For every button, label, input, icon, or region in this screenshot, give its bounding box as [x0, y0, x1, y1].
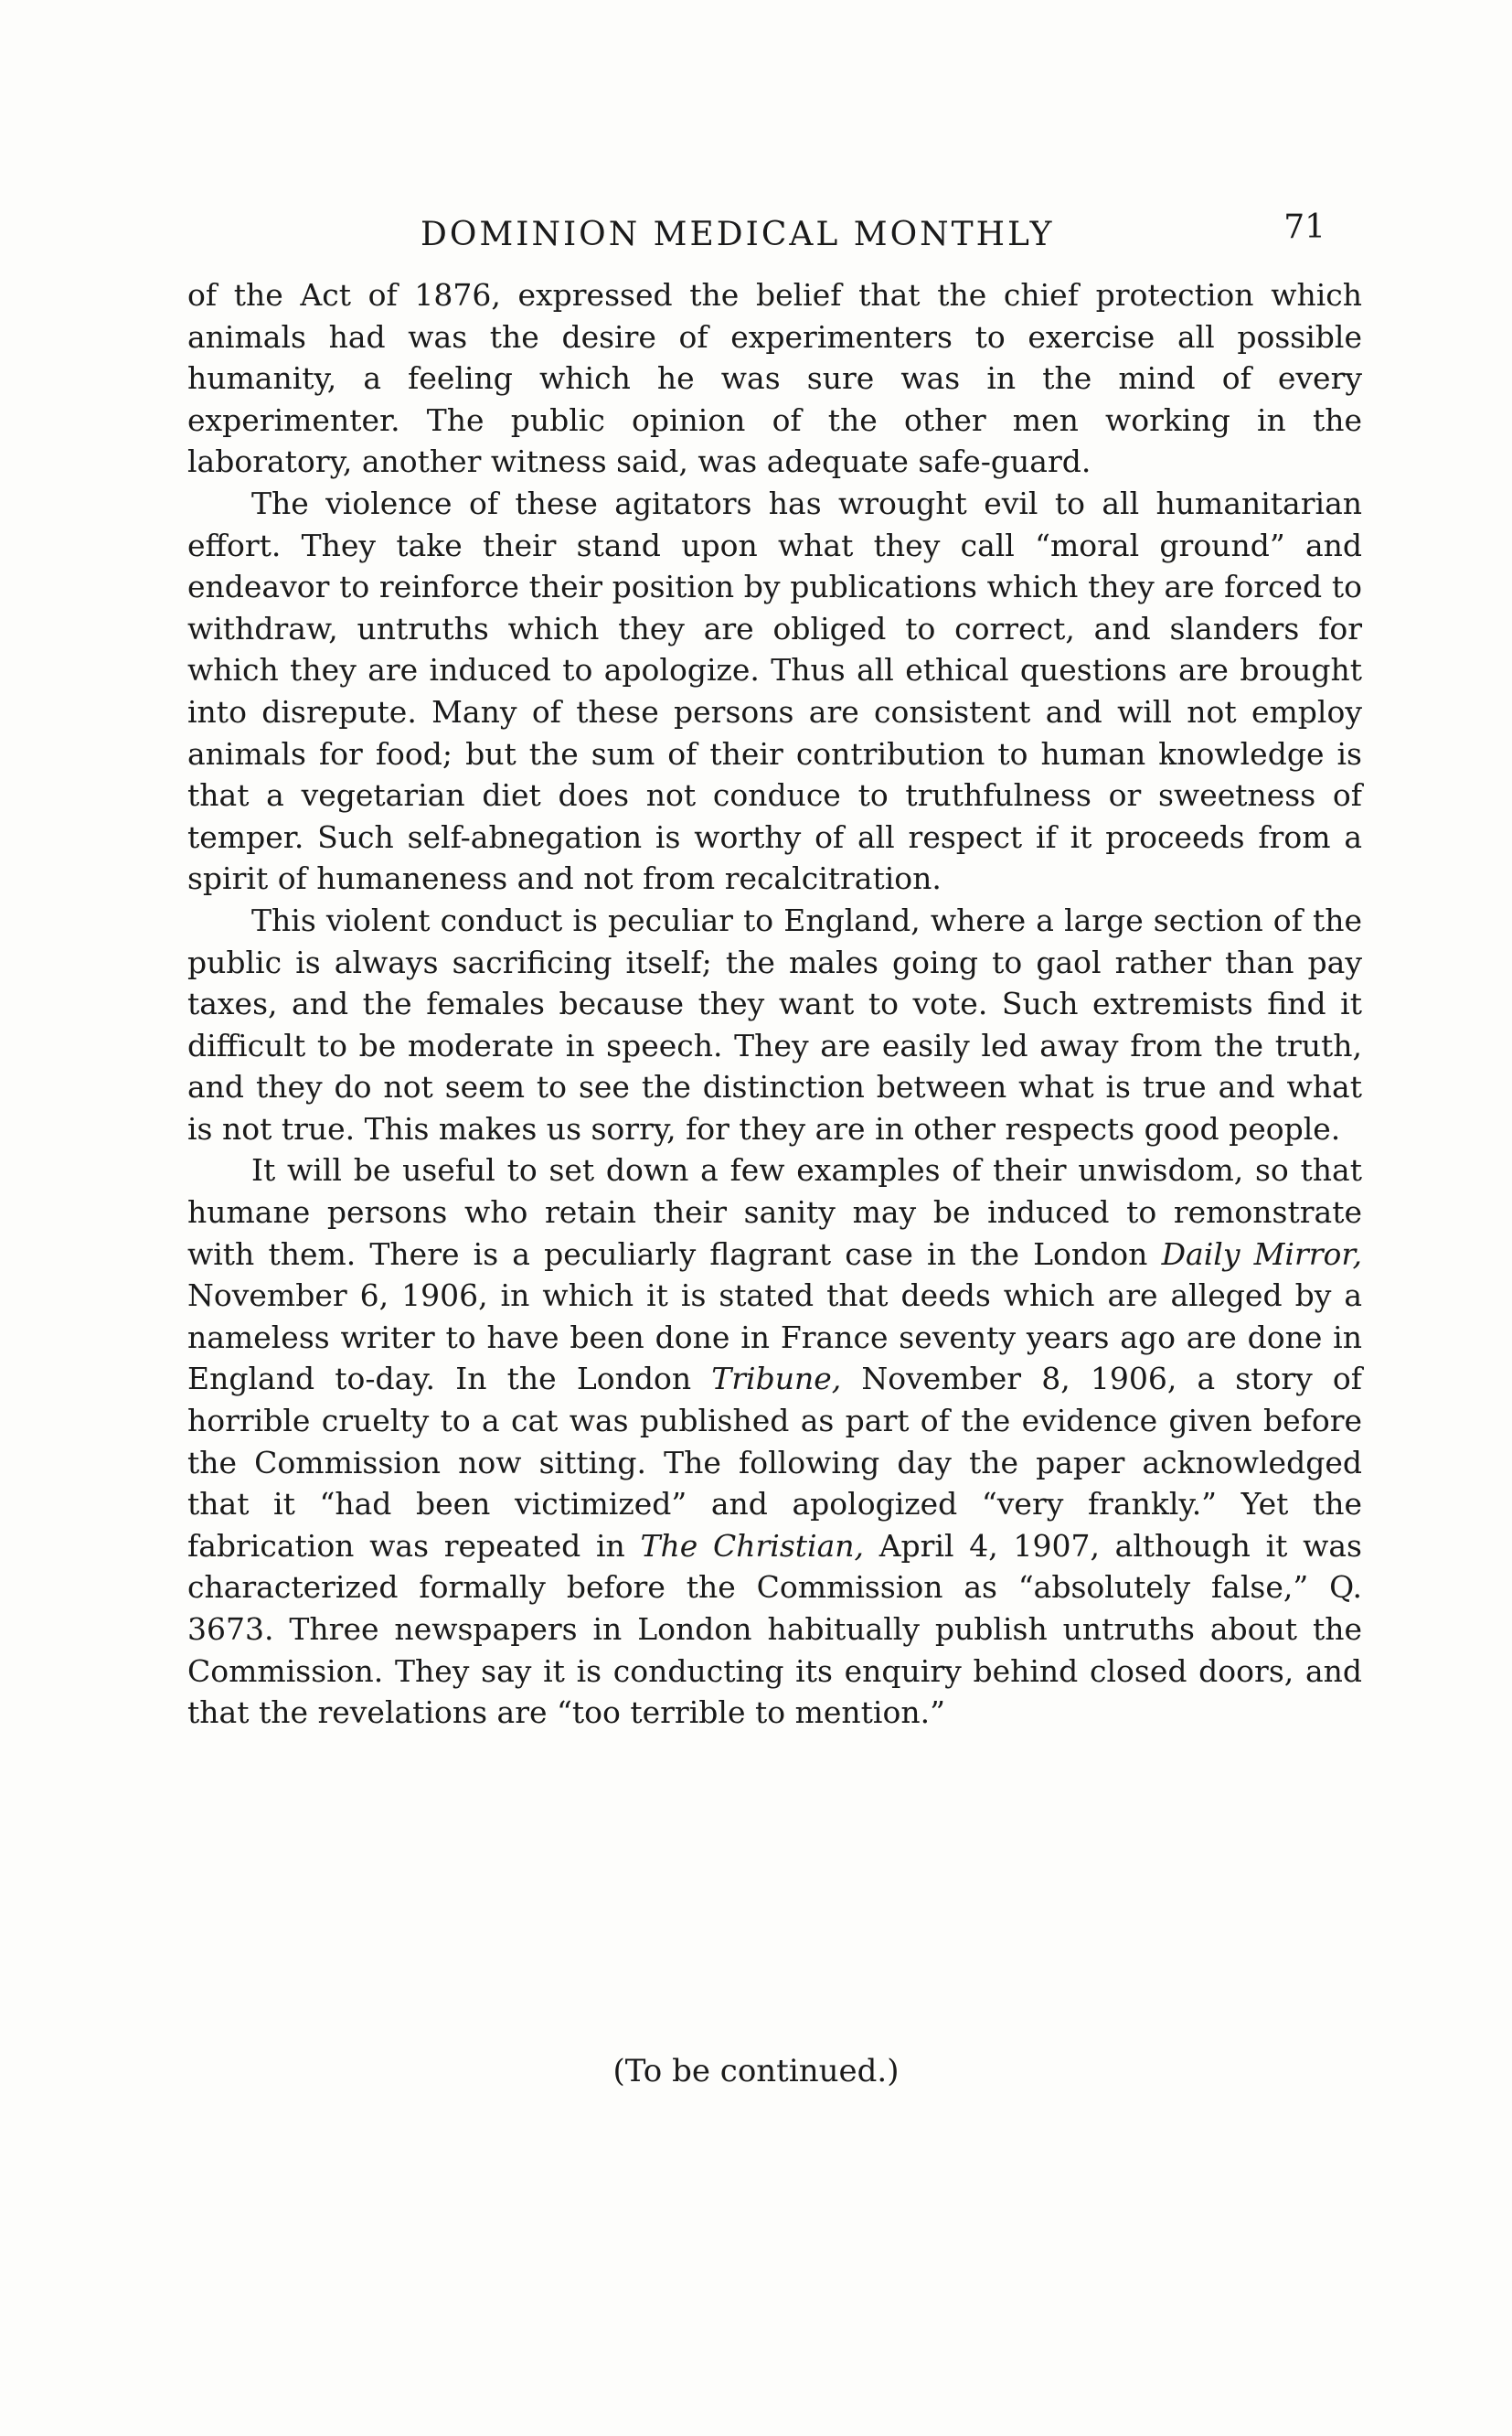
italic-citation: Daily Mirror,: [1161, 1235, 1362, 1272]
running-head: DOMINION MEDICAL MONTHLY: [421, 216, 1055, 253]
text-run: of the Act of 1876, expressed the belief that the chief protection which animals had was the desire of experimenters to exercise all possible humanity, a feeling which he was sure was in the mind of every experimenter. The public opinion of the other men working in the laboratory, another witness said, was adequate safe-guard.: [187, 277, 1362, 480]
paragraph: [187, 483, 1362, 900]
paragraph: [187, 1149, 1362, 1733]
text-run: This violent conduct is peculiar to England, where a large section of the public is always sacrificing itself; the males going to gaol rather than pay taxes, and the females because they want to vote. Such extremists find it difficult to be moderate in speech. They are easily led away from the truth, and they do not seem to see the distinction between what is true and what is not true. This makes us sorry, for they are in other respects good people.: [187, 902, 1362, 1147]
text-run: April 4, 1907, although it was characterized formally before the Commission as “absolutely false,” Q. 3673. Three newspapers in London habitually publish untruths about the Commission. They say it is conducting its enquiry behind closed doors, and that the revelations are “too terrible to mention.”: [187, 1527, 1362, 1731]
paragraph: [187, 900, 1362, 1150]
text-run: The violence of these agitators has wrought evil to all humanitarian effort. They take their stand upon what they call “moral ground” and endeavor to reinforce their position by publications which they are forced to withdraw, untruths which they are obliged to correct, and slanders for which they are induced to apologize. Thus all ethical questions are brought into disrepute. Many of these persons are consistent and will not employ animals for food; but the sum of their contribution to human knowledge is that a vegetarian diet does not conduce to truthfulness or sweetness of temper. Such self-abnegation is worthy of all respect if it proceeds from a spirit of humaneness and not from recalcitration.: [187, 485, 1362, 897]
article-body: [187, 274, 1362, 1734]
continued-note: (To be continued.): [612, 2053, 900, 2089]
text-run: It will be useful to set down a few examples of their unwisdom, so that humane persons who retain their sanity may be induced to remonstrate with them. There is a peculiarly flagrant case in the London: [187, 1152, 1362, 1272]
italic-citation: The Christian,: [640, 1527, 865, 1564]
text-run: November 8, 1906, a story of horrible cruelty to a cat was published as part of the evidence given before the Commission now sitting. The following day the paper acknowledged that it “had been victimized” and apologized “very frankly.” Yet the fabrication was repeated in: [187, 1361, 1362, 1564]
paragraph: [187, 274, 1362, 483]
text-run: November 6, 1906, in which it is stated that deeds which are alleged by a nameless writer to have been done in France seventy years ago are done in England to-day. In the London: [187, 1277, 1362, 1397]
page-header: [183, 208, 1362, 263]
page-number: 71: [1283, 208, 1326, 246]
italic-citation: Tribune,: [711, 1361, 842, 1397]
